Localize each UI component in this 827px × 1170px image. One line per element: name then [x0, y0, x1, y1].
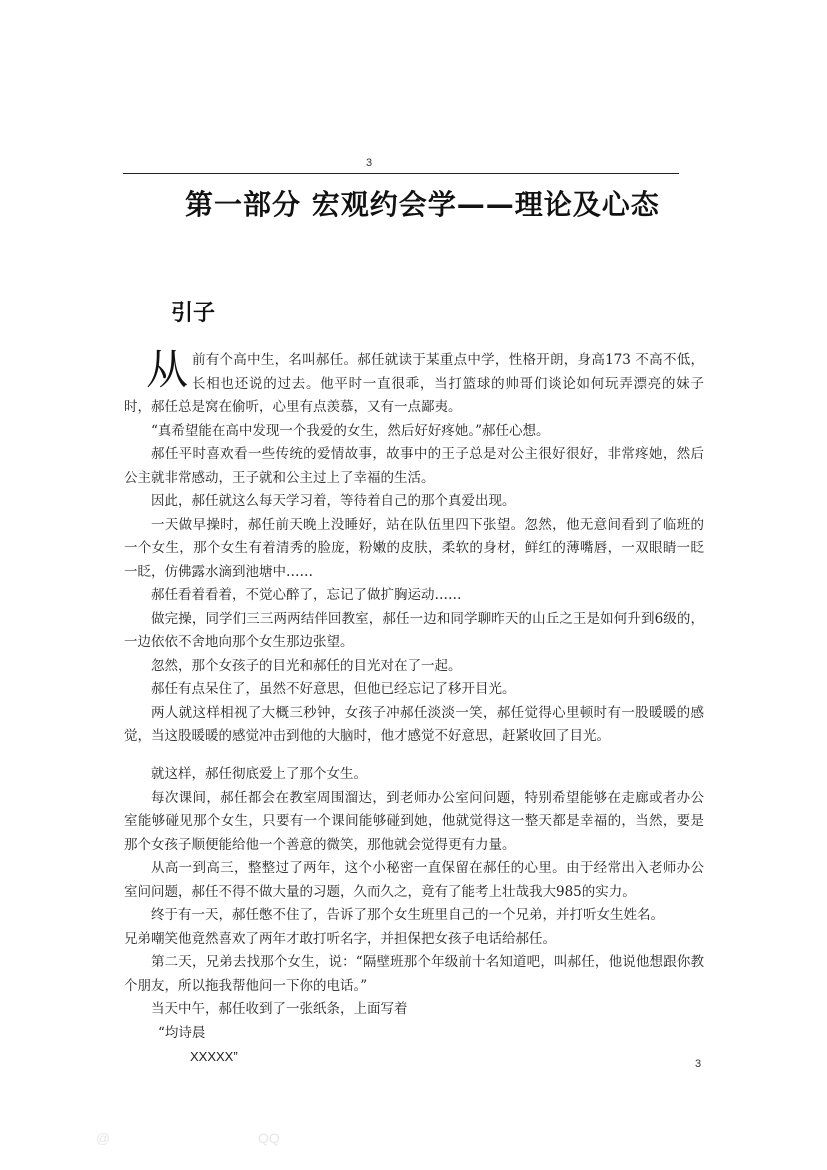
paragraph: 从高一到高三，整整过了两年，这个小秘密一直保留在郝任的心里。由于经常出入老师办公室问问题，郝任不得不做大量的习题，久而久之，竟有了能考上壮哉我大985的实力。	[124, 860, 704, 900]
note-quote-line: “均诗晨	[158, 1024, 206, 1041]
paragraph: 两人就这样相视了大概三秒钟，女孩子冲郝任淡淡一笑，郝任觉得心里顿时有一股暖暖的感觉，当这股暖暖的感觉冲击到他的大脑时，他才感觉不好意思，赶紧收回了目光。	[124, 704, 704, 744]
story-block-1	[124, 345, 704, 749]
paragraph: 每次课间，郝任都会在教室周围溜达，到老师办公室问问题，特别希望能够在走廊或者办公室能够碰见那个女生，只要有一个课间能够碰到她，他就觉得这一整天都是幸福的，当然，要是那个女孩子顺便能给他一个善意的微笑，那他就会觉得更有力量。	[124, 789, 704, 853]
paragraph: 忽然，那个女孩子的目光和郝任的目光对在了一起。	[151, 657, 462, 674]
section-title: 引子	[171, 301, 216, 326]
paragraph: “真希望能在高中发现一个我爱的女生，然后好好疼她。”郝任心想。	[151, 422, 550, 439]
story-block-2	[124, 763, 704, 1069]
paragraph: 郝任平时喜欢看一些传统的爱情故事，故事中的王子总是对公主很好很好，非常疼她，然后公主就非常感动，王子就和公主过上了幸福的生活。	[124, 446, 704, 486]
paragraph-text: 前有个高中生，名叫郝任。郝任就读于某重点中学，性格开朗，身高173 不高不低，长相也还说的过去。他平时一直很乖，当打篮球的帅哥们谈论如何玩弄漂亮的妹子时，郝任总是窝在偷听，心里有点羡慕，又有一点鄙夷。	[124, 352, 704, 415]
paragraph: 因此，郝任就这么每天学习着，等待着自己的那个真爱出现。	[151, 493, 516, 509]
paragraph: 当天中午，郝任收到了一张纸条，上面写着	[151, 1001, 408, 1017]
paragraph: 一天做早操时，郝任前天晚上没睡好，站在队伍里四下张望。忽然，他无意间看到了临班的一个女生，那个女生有着清秀的脸庞，粉嫩的皮肤，柔软的身材，鲜红的薄嘴唇，一双眼睛一眨一眨，仿佛露水滴到池塘中……	[124, 516, 704, 580]
paragraph: 终于有一天，郝任憋不住了，告诉了那个女生班里自己的一个兄弟，并打听女生姓名。	[151, 907, 664, 923]
header-page-number: 3	[366, 157, 373, 169]
paragraph: 郝任看着看着，不觉心醉了，忘记了做扩胸运动……	[151, 587, 462, 603]
paragraph: 就这样，郝任彻底爱上了那个女生。	[151, 766, 367, 782]
footer-page-number: 3	[695, 1058, 702, 1070]
paragraph: 兄弟嘲笑他竟然喜欢了两年才敢打听名字，并担保把女孩子电话给郝任。	[124, 930, 556, 947]
header-divider	[123, 173, 679, 174]
drop-cap: 从	[145, 345, 188, 394]
paragraph: 第二天，兄弟去找那个女生，说：“隔壁班那个年级前十名知道吧，叫郝任，他说他想跟你教个朋友，所以拖我帮他问一下你的电话。”	[124, 954, 704, 994]
paragraph: 郝任有点呆住了，虽然不好意思，但他已经忘记了移开目光。	[151, 681, 516, 697]
part-title: 第一部分 宏观约会学——理论及心态	[185, 188, 660, 221]
watermark-text: QQ	[258, 1130, 280, 1146]
watermark-text: @	[96, 1130, 111, 1146]
paragraph: 做完操，同学们三三两两结伴回教室，郝任一边和同学聊昨天的山丘之王是如何升到6级的，一边依依不舍地向那个女生那边张望。	[124, 610, 704, 650]
paragraph-opening	[124, 345, 704, 420]
note-quote-line: XXXXX”	[190, 1049, 238, 1064]
